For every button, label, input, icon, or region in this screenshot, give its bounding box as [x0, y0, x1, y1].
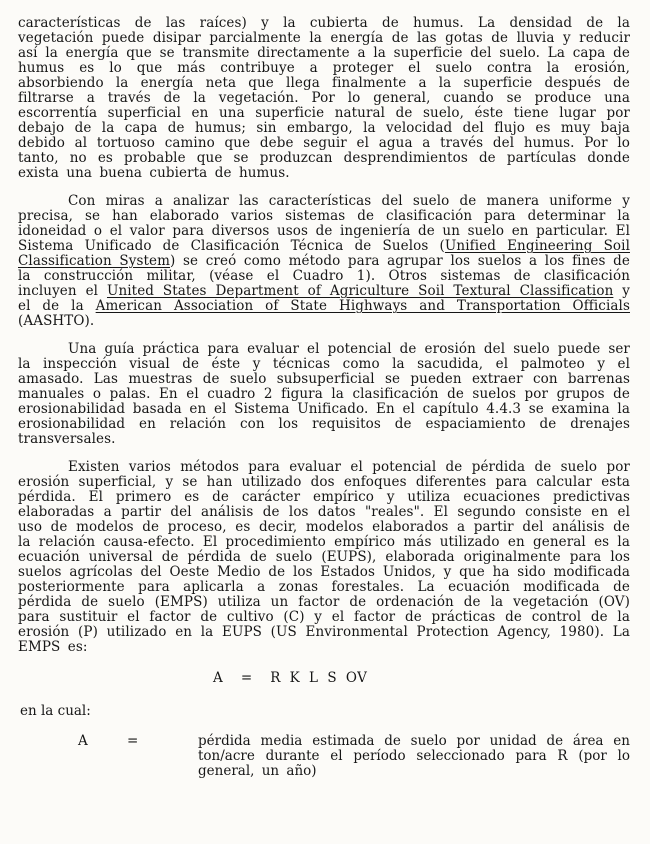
- definition-description: pérdida media estimada de suelo por unidad de área en ton/acre durante el período seleccionado para R (por lo general, un año): [198, 733, 630, 779]
- text-segment: Existen varios métodos para evaluar el potencial de pérdida de suelo por erosión superficial, y se han utilizado dos enfoques diferentes para calcular esta pérdida. El primero es de carácter empírico y utiliza ecuaciones predictivas elaboradas a partir del análisis de los datos "reales". El segundo consiste en el uso de modelos de proceso, es decir, modelos elaborados a partir del análisis de la relación causa-efecto. El procedimiento empírico más utilizado en general es la ecuación universal de pérdida de suelo (EUPS), elaborada originalmente para los suelos agrícolas del Oeste Medio de los Estados Unidos, y que ha sido modificada posteriormente para aplicarla a zonas forestales. La ecuación modificada de pérdida de suelo (EMPS) utiliza un factor de ordenación de la vegetación (OV) para sustituir el factor de cultivo (C) y el factor de prácticas de control de la erosión (P) utilizado en la EUPS (US Environmental Protection Agency, 1980). La EMPS es:: [18, 459, 630, 655]
- text-segment: y el de la: [18, 283, 630, 314]
- document-body: [18, 16, 630, 655]
- text-segment: Con miras a analizar las características del suelo de manera uniforme y precisa, se han elaborado varios sistemas de clasificación para determinar la idoneidad o el valor para diversos usos de ingeniería de un suelo en particular. El Sistema Unificado de Clasificación Técnica de Suelos (: [18, 193, 630, 254]
- underlined-term: United States Department of Agriculture Soil Textural Classification: [106, 283, 614, 299]
- text-segment: ) se creó como método para agrupar los suelos a los fines de la construcción militar, (véase el Cuadro 1). Otros sistemas de clasificación incluyen el: [18, 253, 630, 299]
- equation-line: A = R K L S OV: [213, 670, 368, 686]
- paragraph-p1: [18, 16, 630, 181]
- underlined-term: Unified Engineering Soil Classification System: [18, 238, 630, 269]
- definitions-list: [18, 734, 630, 779]
- paragraph-p4: [18, 460, 630, 655]
- text-segment: (AASHTO).: [18, 313, 95, 329]
- definition-equals-sign: =: [127, 733, 139, 749]
- definition-term: A: [78, 733, 88, 749]
- paragraph-p3: [18, 342, 630, 447]
- underlined-term: American Association of State Highways and Transportation Officials: [95, 298, 630, 314]
- text-segment: características de las raíces) y la cubierta de humus. La densidad de la vegetación puede disipar parcialmente la energía de las gotas de lluvia y reducir así la energía que se transmite directamente a la superficie del suelo. La capa de humus es lo que más contribuye a proteger el suelo contra la erosión, absorbiendo la energía neta que llega finalmente a la superficie después de filtrarse a través de la vegetación. Por lo general, cuando se produce una escorrentía superficial en una superficie natural de suelo, éste tiene lugar por debajo de la capa de humus; sin embargo, la velocidad del flujo es muy baja debido al tortuoso camino que debe seguir el agua a través del humus. Por lo tanto, no es probable que se produzcan desprendimientos de partículas donde exista una buena cubierta de humus.: [18, 15, 630, 181]
- paragraph-p2: [18, 194, 630, 329]
- text-segment: Una guía práctica para evaluar el potencial de erosión del suelo puede ser la inspección visual de éste y técnicas como la sacudida, el palmoteo y el amasado. Las muestras de suelo subsuperficial se pueden extraer con barrenas manuales o palas. En el cuadro 2 figura la clasificación de suelos por grupos de erosionabilidad basada en el Sistema Unificado. En el capítulo 4.4.3 se examina la erosionabilidad en relación con los requisitos de espaciamiento de drenajes transversales.: [18, 341, 630, 447]
- definition-row: [18, 734, 630, 779]
- equation-intro: en la cual:: [20, 703, 91, 719]
